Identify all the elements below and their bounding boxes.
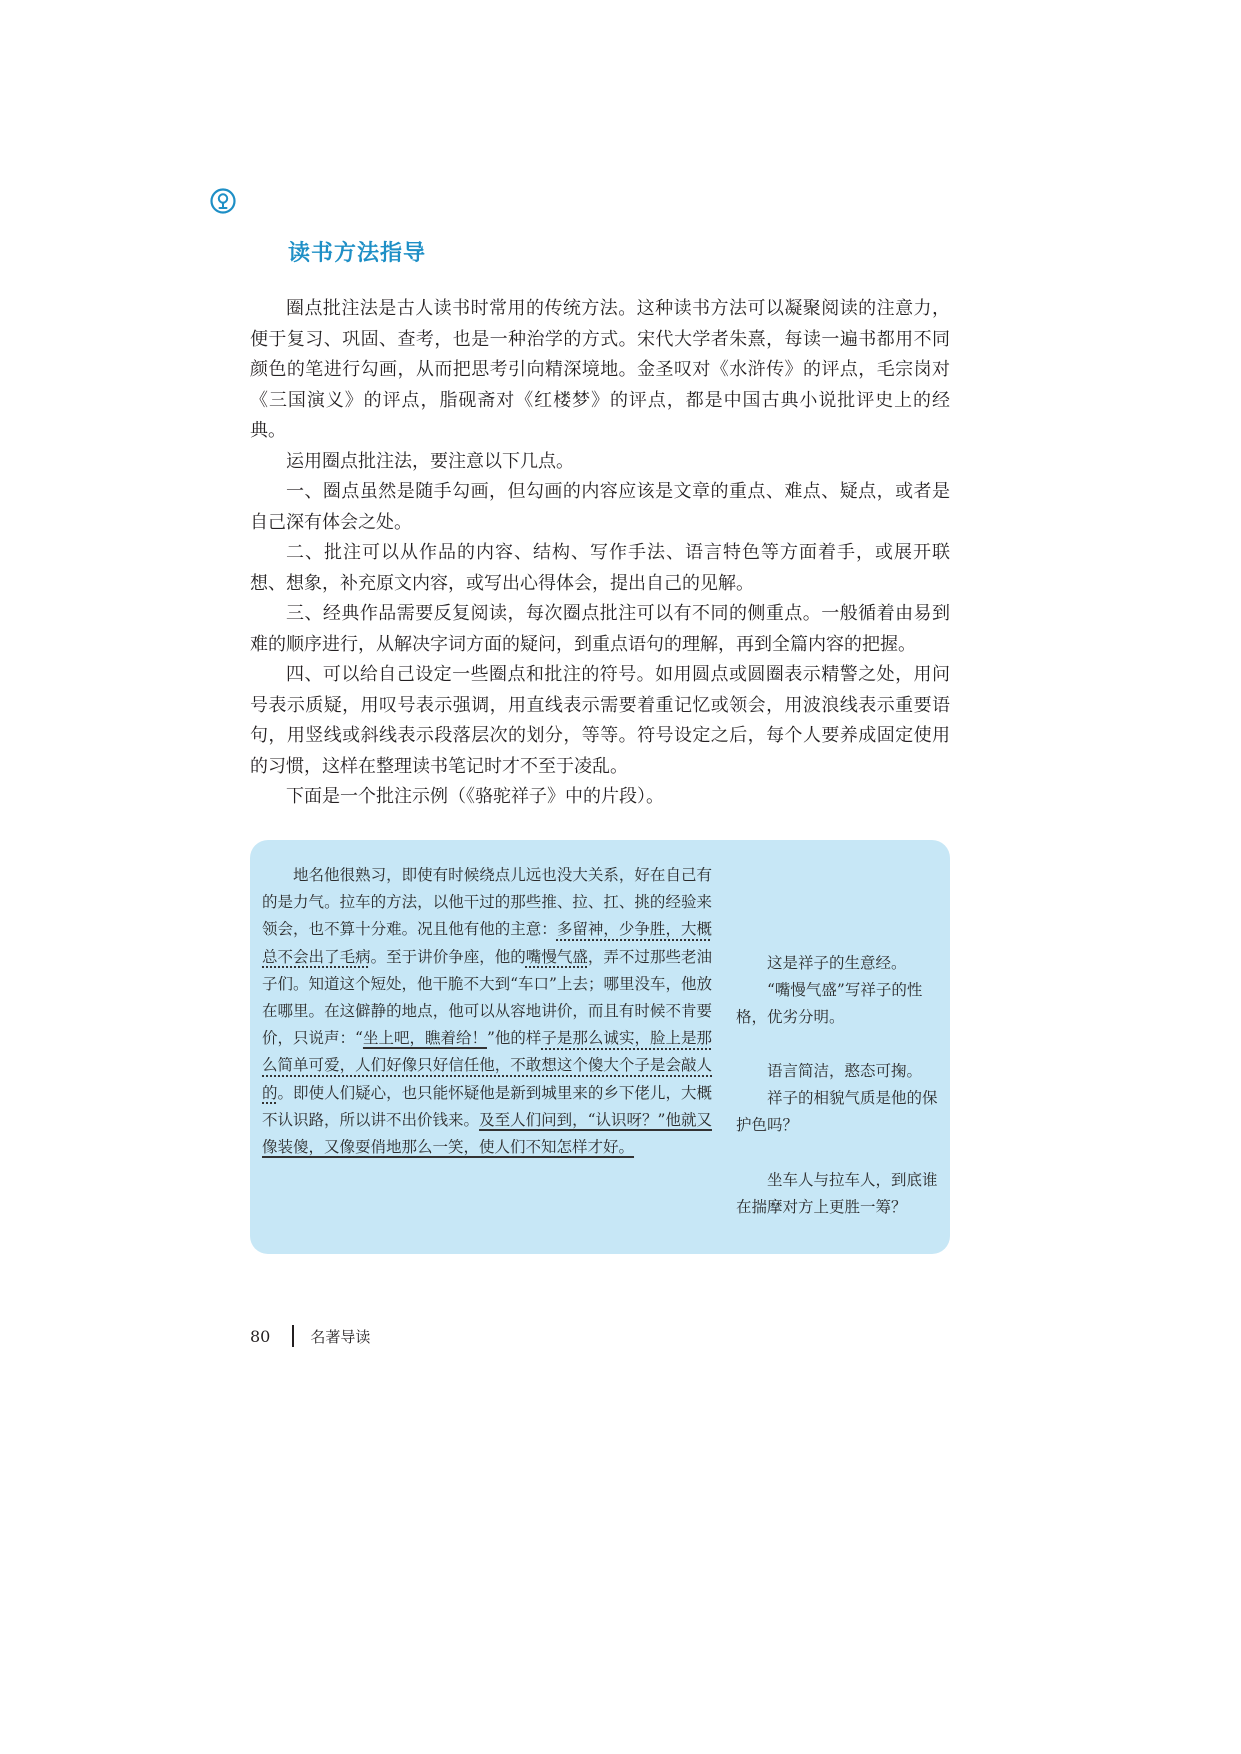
page-footer bbox=[250, 1325, 370, 1347]
example-passage bbox=[262, 862, 712, 1161]
annotation-text: 祥子的相貌气质是他的保护色吗？ bbox=[736, 1089, 938, 1135]
margin-annotation bbox=[736, 1058, 941, 1140]
paragraph: 下面是一个批注示例（《骆驼祥子》中的片段）。 bbox=[286, 786, 664, 807]
margin-annotation bbox=[736, 1167, 941, 1221]
reading-guide-icon bbox=[210, 188, 236, 214]
paragraph: 四、可以给自己设定一些圈点和批注的符号。如用圆点或圆圈表示精警之处，用问号表示质疑，用叹号表示强调，用直线表示需要着重记忆或领会，用波浪线表示重要语句，用竖线或斜线表示段落层次的划分，等等。符号设定之后，每个人要养成固定使用的习惯，这样在整理读书笔记时才不至于凌乱。 bbox=[250, 664, 950, 777]
annotation-text: “嘴慢气盛”写祥子的性格，优劣分明。 bbox=[736, 981, 923, 1027]
section-title: 读书方法指导 bbox=[288, 241, 427, 266]
annotation-text: 坐车人与拉车人，到底谁在揣摩对方上更胜一筹？ bbox=[736, 1171, 938, 1217]
passage-text: ”他的样 bbox=[486, 1029, 542, 1048]
paragraph: 二、批注可以从作品的内容、结构、写作手法、语言特色等方面着手，或展开联想、想象，补充原文内容，或写出心得体会，提出自己的见解。 bbox=[250, 542, 950, 594]
book-name: 名著导读 bbox=[310, 1327, 371, 1346]
paragraph: 运用圈点批注法，要注意以下几点。 bbox=[286, 450, 574, 472]
paragraph: 圈点批注法是古人读书时常用的传统方法。这种读书方法可以凝聚阅读的注意力，便于复习、巩固、查考，也是一种治学的方式。宋代大学者朱熹，每读一遍书都用不同颜色的笔进行勾画，从而把思考引向精深境地。金圣叹对《水浒传》的评点，毛宗岗对《三国演义》的评点，脂砚斋对《红楼梦》的评点，都是中国古典小说批评史上的经典。 bbox=[250, 298, 950, 441]
body-text bbox=[250, 294, 950, 813]
dotted-highlight: 嘴慢气盛 bbox=[525, 947, 588, 966]
footer-divider bbox=[292, 1325, 294, 1347]
underlined-quote: 坐上吧，瞧着给！ bbox=[362, 1029, 487, 1048]
passage-text: 。即使人们疑心，也只能怀疑他是新到城里来的乡下佬儿，大概不认识路，所以讲不出价钱来。 bbox=[262, 1083, 712, 1129]
annotation-text: 这是祥子的生意经。 bbox=[767, 954, 907, 972]
passage-text: 地名他很熟习，即使有时候绕点儿远也没大关系，好在自己有的是力气。拉车的方法，以他干过的那些推、拉、扛、挑的经验来领会，也不算十分难。况且他有他的主意： bbox=[262, 866, 712, 939]
page-number: 80 bbox=[250, 1326, 271, 1346]
passage-text: ，弄不过那些老油子们。知道这个短处，他干脆不大到“车口”上去；哪里没车，他放在哪里。在这僻静的地点，他可以从容地讲价，而且有时候不肯要价，只说声：“ bbox=[262, 947, 712, 1048]
paragraph: 三、经典作品需要反复阅读，每次圈点批注可以有不同的侧重点。一般循着由易到难的顺序进行，从解决字词方面的疑问，到重点语句的理解，再到全篇内容的把握。 bbox=[250, 603, 950, 655]
dotted-highlight: 子是那么诚实，脸上是那么简单可爱，人们好像只好信任他，不敢想这个傻大个子是会敲人的 bbox=[262, 1029, 712, 1102]
underlined-sentence: 及至人们问到，“认识呀？”他就又像装傻，又像耍俏地那么一笑，使人们不知怎样才好。 bbox=[262, 1110, 712, 1157]
margin-annotation bbox=[736, 950, 941, 1032]
paragraph: 一、圈点虽然是随手勾画，但勾画的内容应该是文章的重点、难点、疑点，或者是自己深有体会之处。 bbox=[250, 481, 950, 533]
passage-text: 。至于讲价争座，他的 bbox=[370, 947, 526, 966]
dotted-highlight: 多留神，少争胜，大概总不会出了毛病 bbox=[262, 920, 712, 966]
annotation-text: 语言简洁，憨态可掬。 bbox=[767, 1062, 923, 1080]
annotation-example-box bbox=[250, 840, 950, 1254]
